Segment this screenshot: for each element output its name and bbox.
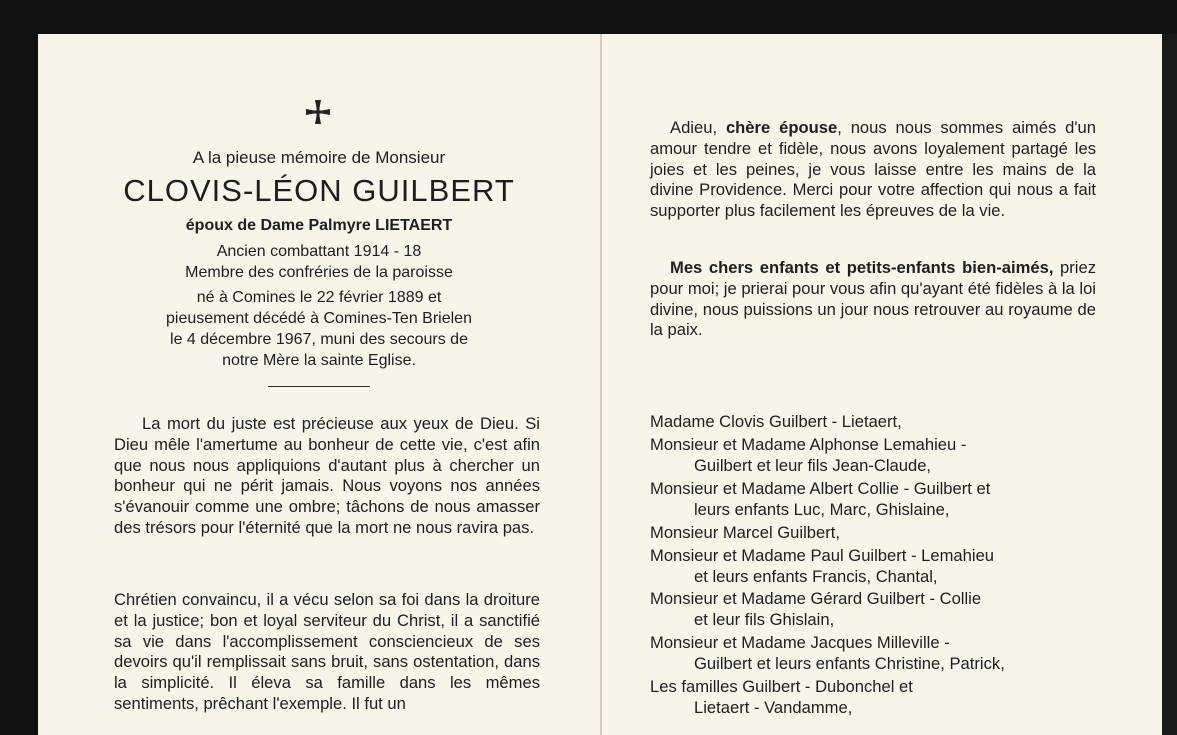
family-entry <box>650 478 1130 520</box>
family-line-continued: Lietaert - Vandamme, <box>694 698 853 718</box>
family-entry <box>650 676 1130 718</box>
death-date-line: le 4 décembre 1967, muni des secours de <box>170 331 468 348</box>
family-line-continued: et leur fils Ghislain, <box>694 610 835 630</box>
family-line-continued: et leurs enfants Francis, Chantal, <box>694 566 938 586</box>
spouse-line: époux de Dame Palmyre LIETAERT <box>185 217 453 234</box>
meditation-paragraph: La mort du juste est précieuse aux yeux de Dieu. Si Dieu mêle l'amertume au bonheur de cette vie, c'est afin que nous nous appliquions d'autant plus à chercher un bonheur qui ne périt jamais. Nous voyons nos années s'évanouir comme une ombre; tâchons de nous amasser des trésors pour l'éternité que la mort ne nous ravira pas. <box>114 414 540 537</box>
family-line: Monsieur et Madame Alphonse Lemahieu - <box>650 434 967 454</box>
family-entry <box>650 411 1130 432</box>
confraternity-line: Membre des confréries de la paroisse <box>185 264 453 281</box>
family-line: Les familles Guilbert - Dubonchel et <box>650 677 913 697</box>
biography-paragraph: Chrétien convaincu, il a vécu selon sa foi dans la droiture et la justice; bon et loyal serviteur du Christ, il a sanctifié sa vie dans l'accomplissement consciencieux de ses devoirs qu'il remplissait sans bruit, sans ostentation, dans la simplicité. Il éleva sa famille dans les mêmes sentiments, prêchant l'exemple. Il fut un <box>114 590 540 713</box>
memorial-intro: A la pieuse mémoire de Monsieur <box>192 148 446 167</box>
cross-icon <box>304 98 332 126</box>
family-line: Monsieur et Madame Jacques Milleville - <box>650 633 950 653</box>
family-entry <box>650 588 1130 630</box>
family-line: Monsieur et Madame Gérard Guilbert - Collie <box>650 589 982 609</box>
farewell-lead: Adieu, <box>670 118 726 137</box>
church-line: notre Mère la sainte Eglise. <box>222 352 416 369</box>
farewell-children-text: priez pour moi; je prierai pour vous afin qu'ayant été fidèles à la loi divine, nous puissions un jour nous retrouver au royaume de la paix. <box>650 258 1097 340</box>
farewell-children-bold: Mes chers enfants et petits-enfants bien-aimés, <box>670 258 1054 277</box>
family-line-continued: Guilbert et leurs enfants Christine, Patrick, <box>694 654 1005 674</box>
veteran-line: Ancien combattant 1914 - 18 <box>216 243 422 260</box>
farewell-spouse-paragraph <box>650 118 1096 222</box>
deceased-name: CLOVIS-LÉON GUILBERT <box>123 173 515 208</box>
family-entry <box>650 434 1130 476</box>
divider <box>268 386 370 387</box>
family-list <box>650 411 1130 720</box>
death-line: pieusement décédé à Comines-Ten Brielen <box>166 310 472 327</box>
birth-line: né à Comines le 22 février 1889 et <box>196 289 442 306</box>
farewell-spouse-text: , nous nous sommes aimés d'un amour tendre et fidèle, nous avons loyalement partagé les joies et les peines, je vous laisse entre les mains de la divine Providence. Merci pour votre affection qui nous a fait supporter plus facilement les épreuves de la vie. <box>650 118 1096 221</box>
left-page <box>38 34 600 735</box>
right-page <box>602 34 1162 735</box>
family-line: Monsieur et Madame Albert Collie - Guilbert et <box>650 478 991 498</box>
family-line-continued: Guilbert et leur fils Jean-Claude, <box>694 455 932 475</box>
farewell-spouse-bold: chère épouse <box>725 118 838 137</box>
family-line: Madame Clovis Guilbert - Lietaert, <box>650 412 902 431</box>
family-entry <box>650 632 1130 674</box>
farewell-children-paragraph <box>650 258 1096 341</box>
family-line-continued: leurs enfants Luc, Marc, Ghislaine, <box>694 499 950 519</box>
family-entry <box>650 545 1130 587</box>
family-entry <box>650 522 1130 543</box>
family-line: Monsieur Marcel Guilbert, <box>650 522 840 542</box>
card-edge <box>1162 34 1177 735</box>
family-line: Monsieur et Madame Paul Guilbert - Lemahieu <box>650 545 995 565</box>
